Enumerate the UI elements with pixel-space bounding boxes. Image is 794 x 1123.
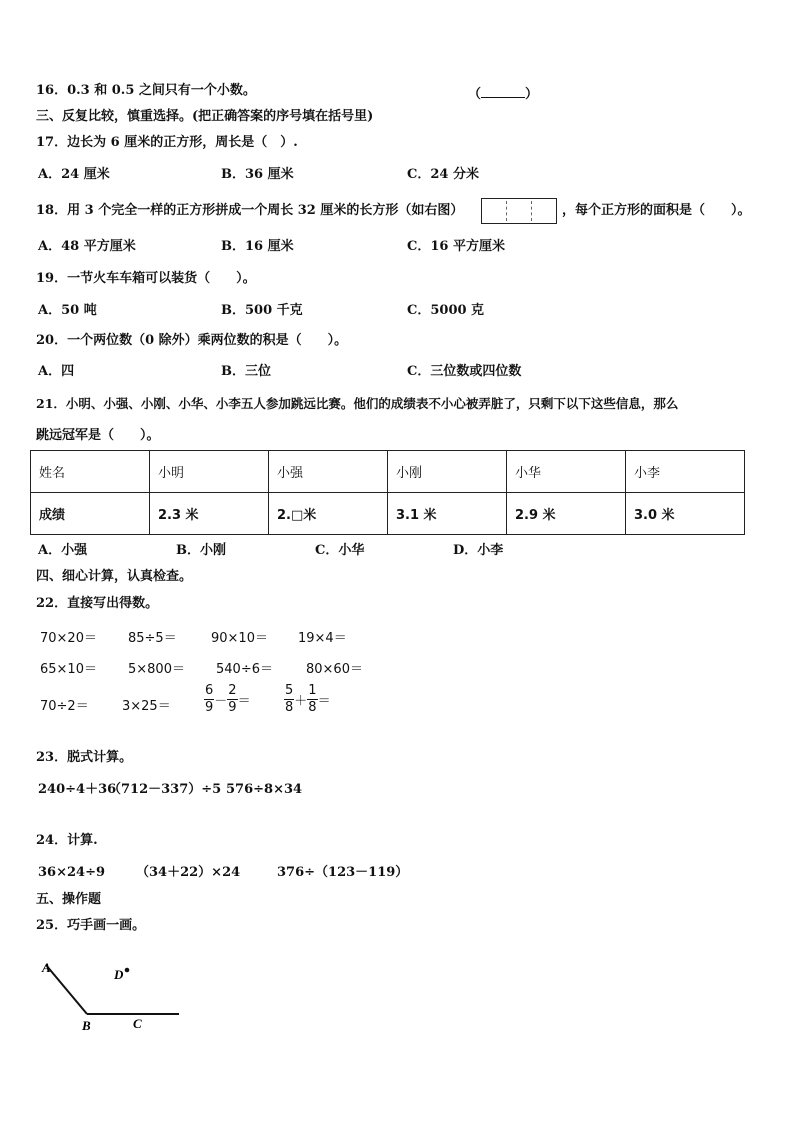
q20-text: 20．一个两位数（0 除外）乘两位数的积是（ ）。 bbox=[36, 333, 348, 348]
q18-text-a: 18．用 3 个完全一样的正方形拼成一个周长 32 厘米的长方形（如右图） bbox=[36, 203, 464, 218]
equals-sign: ＝ bbox=[317, 694, 331, 709]
q17-option-a[interactable]: A．24 厘米 bbox=[38, 167, 110, 182]
fraction-expression-2 bbox=[284, 683, 331, 716]
oral-calc: 90×10＝ bbox=[211, 631, 268, 646]
q21-option-a[interactable]: A．小强 bbox=[38, 543, 88, 558]
label-b: B bbox=[82, 1018, 91, 1033]
section-5-heading: 五、操作题 bbox=[36, 892, 102, 907]
table-cell: 3.0 米 bbox=[626, 493, 745, 535]
label-a: A bbox=[42, 960, 51, 975]
paren-open: （ bbox=[468, 87, 482, 102]
q22-title: 22．直接写出得数。 bbox=[36, 596, 159, 611]
q24-expr: 376÷（123－119） bbox=[277, 865, 409, 880]
table-row bbox=[31, 493, 745, 535]
q16-text: 16．0.3 和 0.5 之间只有一个小数。 bbox=[36, 83, 256, 98]
label-c: C bbox=[133, 1016, 142, 1031]
divider-line bbox=[506, 201, 507, 221]
q21-text-line1: 21．小明、小强、小刚、小华、小李五人参加跳远比赛。他们的成绩表不小心被弄脏了，只剩下以下这些信息，那么 bbox=[36, 396, 679, 411]
q21-option-d[interactable]: D．小李 bbox=[453, 543, 504, 558]
q18-option-a[interactable]: A．48 平方厘米 bbox=[38, 239, 136, 254]
fraction-expression-1 bbox=[204, 683, 251, 716]
operator: ＋ bbox=[294, 694, 308, 709]
oral-calc: 85÷5＝ bbox=[128, 631, 177, 646]
table-cell: 小刚 bbox=[388, 451, 507, 493]
paren-close: ） bbox=[525, 87, 539, 102]
table-cell: 2.3 米 bbox=[150, 493, 269, 535]
q23-title: 23．脱式计算。 bbox=[36, 750, 133, 765]
oral-calc: 19×4＝ bbox=[298, 631, 347, 646]
oral-calc: 65×10＝ bbox=[40, 662, 97, 677]
q25-title: 25．巧手画一画。 bbox=[36, 918, 146, 933]
ray-ba bbox=[46, 965, 87, 1014]
fraction bbox=[284, 683, 294, 716]
table-cell: 姓名 bbox=[31, 451, 150, 493]
rectangle-figure bbox=[481, 198, 557, 224]
q18-option-b[interactable]: B．16 厘米 bbox=[221, 239, 294, 254]
score-table bbox=[30, 450, 745, 535]
q18-text-b: ，每个正方形的面积是（ ）。 bbox=[562, 203, 751, 218]
denominator: 9 bbox=[205, 700, 214, 715]
denominator: 8 bbox=[285, 700, 294, 715]
q21-option-c[interactable]: C．小华 bbox=[315, 543, 365, 558]
q21-option-b[interactable]: B．小刚 bbox=[176, 543, 226, 558]
oral-calc: 540÷6＝ bbox=[216, 662, 273, 677]
section-3-heading: 三、反复比较，慎重选择。(把正确答案的序号填在括号里) bbox=[36, 109, 374, 124]
q23-expr: 576÷8×34 bbox=[226, 782, 303, 797]
oral-calc: 70×20＝ bbox=[40, 631, 97, 646]
point-d bbox=[125, 968, 130, 973]
fraction bbox=[204, 683, 214, 716]
label-d: D bbox=[114, 967, 124, 982]
fraction bbox=[227, 683, 237, 716]
numerator: 1 bbox=[308, 683, 317, 698]
table-cell: 成绩 bbox=[31, 493, 150, 535]
q20-option-b[interactable]: B．三位 bbox=[221, 364, 271, 379]
denominator: 8 bbox=[308, 700, 317, 715]
oral-calc: 5×800＝ bbox=[128, 662, 185, 677]
q19-option-c[interactable]: C．5000 克 bbox=[407, 303, 485, 318]
table-cell: 2.□米 bbox=[269, 493, 388, 535]
q19-option-b[interactable]: B．500 千克 bbox=[221, 303, 303, 318]
q24-expr: 36×24÷9 bbox=[38, 865, 106, 880]
q18-option-c[interactable]: C．16 平方厘米 bbox=[407, 239, 505, 254]
q16-answer-paren[interactable] bbox=[468, 83, 538, 102]
table-header-row bbox=[31, 451, 745, 493]
oral-calc: 3×25＝ bbox=[122, 699, 171, 714]
table-cell: 2.9 米 bbox=[507, 493, 626, 535]
table-cell: 小明 bbox=[150, 451, 269, 493]
q24-title: 24．计算. bbox=[36, 833, 98, 848]
q23-expr: （712－337）÷5 bbox=[108, 782, 222, 797]
table-cell: 小李 bbox=[626, 451, 745, 493]
divider-line bbox=[531, 201, 532, 221]
q17-option-b[interactable]: B．36 厘米 bbox=[221, 167, 294, 182]
angle-figure bbox=[30, 950, 200, 1040]
table-cell: 小强 bbox=[269, 451, 388, 493]
numerator: 5 bbox=[285, 683, 294, 698]
table-cell: 3.1 米 bbox=[388, 493, 507, 535]
oral-calc: 80×60＝ bbox=[306, 662, 363, 677]
equals-sign: ＝ bbox=[237, 694, 251, 709]
q21-text-line2: 跳远冠军是（ ）。 bbox=[36, 428, 160, 443]
q24-expr: （34＋22）×24 bbox=[136, 865, 241, 880]
section-4-heading: 四、细心计算，认真检查。 bbox=[36, 569, 193, 584]
q20-option-a[interactable]: A．四 bbox=[38, 364, 75, 379]
fraction bbox=[307, 683, 317, 716]
operator: － bbox=[214, 694, 228, 709]
table-cell: 小华 bbox=[507, 451, 626, 493]
denominator: 9 bbox=[228, 700, 237, 715]
q19-option-a[interactable]: A．50 吨 bbox=[38, 303, 97, 318]
q17-text: 17．边长为 6 厘米的正方形，周长是（ ）. bbox=[36, 135, 298, 150]
numerator: 6 bbox=[205, 683, 214, 698]
q19-text: 19．一节火车车箱可以装货（ ）。 bbox=[36, 271, 256, 286]
numerator: 2 bbox=[228, 683, 237, 698]
answer-blank[interactable] bbox=[481, 87, 525, 98]
q23-expr: 240÷4＋36 bbox=[38, 782, 117, 797]
oral-calc: 70÷2＝ bbox=[40, 699, 89, 714]
q20-option-c[interactable]: C．三位数或四位数 bbox=[407, 364, 522, 379]
q17-option-c[interactable]: C．24 分米 bbox=[407, 167, 479, 182]
